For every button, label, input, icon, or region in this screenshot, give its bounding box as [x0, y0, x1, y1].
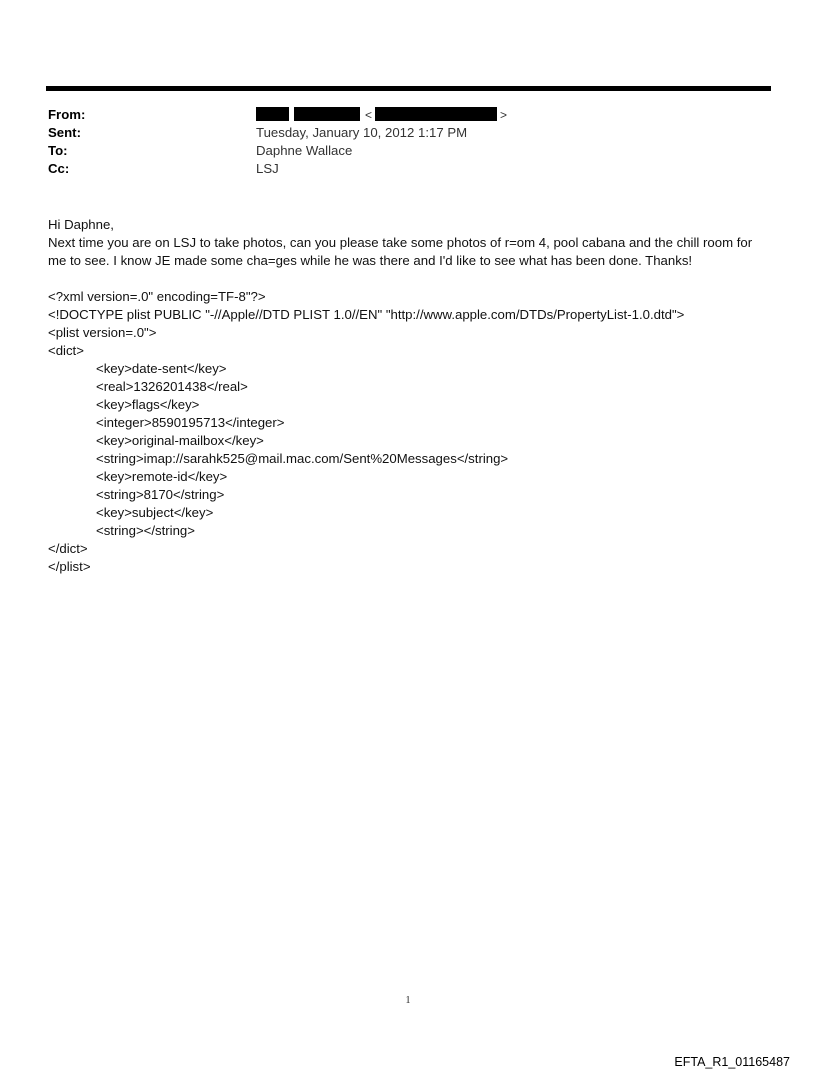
- dict-line: <integer>8590195713</integer>: [96, 415, 285, 430]
- message-line: Next time you are on LSJ to take photos, can you please take some photos of r=om 4, pool cabana and the chill room for: [48, 235, 753, 250]
- sent-row: [48, 124, 768, 142]
- bates-number: EFTA_R1_01165487: [674, 1055, 790, 1069]
- from-value: [256, 106, 507, 124]
- dict-line: <real>1326201438</real>: [96, 379, 248, 394]
- email-body: [48, 216, 773, 576]
- message-line: me to see. I know JE made some cha=ges while he was there and I'd like to see what has been done. Thanks!: [48, 253, 693, 268]
- email-header: [48, 106, 768, 178]
- plist-close: </plist>: [48, 559, 91, 574]
- cc-row: [48, 160, 768, 178]
- dict-line: <key>flags</key>: [96, 397, 200, 412]
- from-row: [48, 106, 768, 124]
- cc-label: Cc:: [48, 161, 70, 176]
- to-row: [48, 142, 768, 160]
- to-value: Daphne Wallace: [256, 143, 353, 158]
- to-label: To:: [48, 143, 68, 158]
- header-divider: [46, 86, 771, 91]
- dict-line: <string>8170</string>: [96, 487, 225, 502]
- dict-line: <key>remote-id</key>: [96, 469, 228, 484]
- xml-declaration: <?xml version=.0" encoding=TF-8"?>: [48, 289, 266, 304]
- from-label: From:: [48, 107, 86, 122]
- redaction-block: [375, 107, 497, 121]
- redaction-block: [294, 107, 360, 121]
- plist-open: <plist version=.0">: [48, 325, 157, 340]
- from-angle-close: >: [500, 108, 508, 122]
- dict-line: <key>original-mailbox</key>: [96, 433, 264, 448]
- dict-line: <string></string>: [96, 523, 195, 538]
- cc-value: LSJ: [256, 161, 279, 176]
- doctype-line: <!DOCTYPE plist PUBLIC "-//Apple//DTD PLIST 1.0//EN" "http://www.apple.com/DTDs/PropertyList-1.0.dtd">: [48, 307, 685, 322]
- from-angle-open: <: [365, 108, 373, 122]
- dict-line: <string>imap://sarahk525@mail.mac.com/Sent%20Messages</string>: [96, 451, 509, 466]
- page-number: 1: [405, 995, 411, 1006]
- sent-value: Tuesday, January 10, 2012 1:17 PM: [256, 125, 468, 140]
- sent-label: Sent:: [48, 125, 81, 140]
- dict-line: <key>subject</key>: [96, 505, 214, 520]
- dict-close: </dict>: [48, 541, 88, 556]
- redaction-block: [256, 107, 289, 121]
- dict-line: <key>date-sent</key>: [96, 361, 227, 376]
- greeting: Hi Daphne,: [48, 217, 114, 232]
- spacer: [48, 270, 773, 288]
- dict-open: <dict>: [48, 343, 84, 358]
